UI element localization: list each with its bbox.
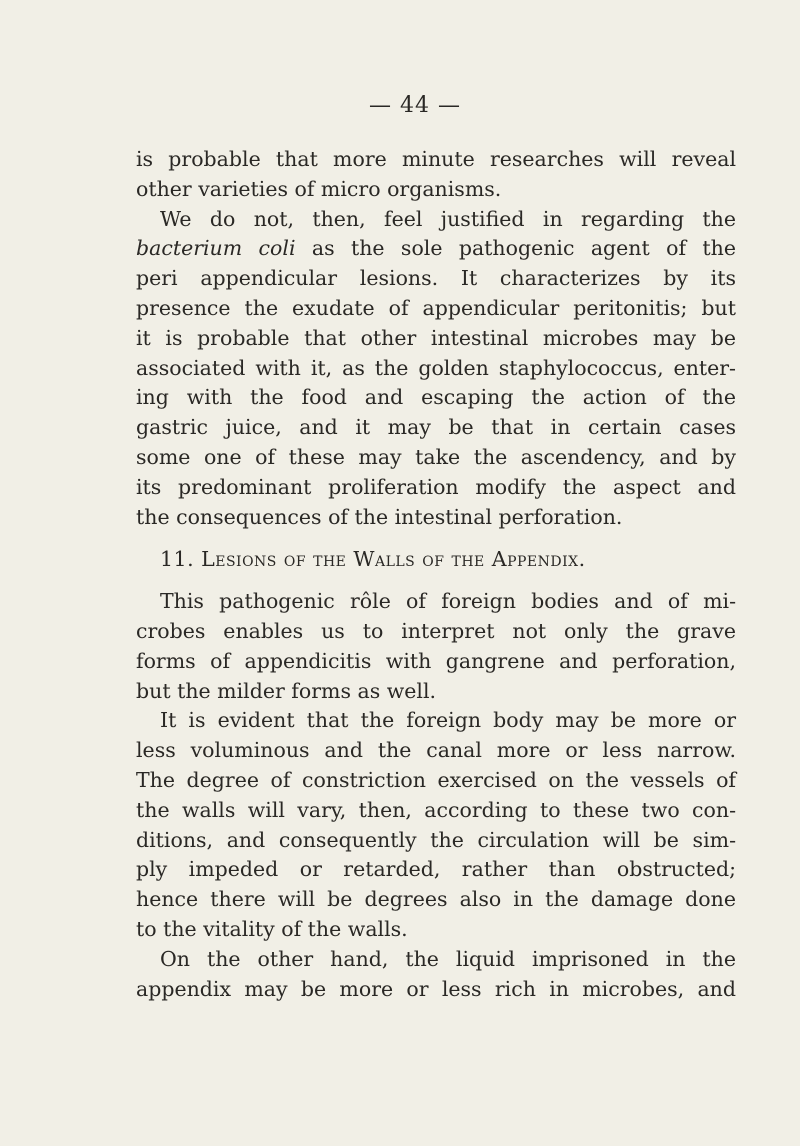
paragraph-4 bbox=[136, 706, 736, 944]
text-line: appendix may be more or less rich in microbes, and bbox=[136, 976, 736, 1001]
text-line: it is probable that other intestinal microbes may be bbox=[136, 325, 736, 350]
text-line: ing with the food and escaping the action of the bbox=[136, 385, 736, 410]
text-line: It is evident that the foreign body may be more or bbox=[160, 708, 736, 733]
section-heading: 11. Lesions of the Walls of the Appendix. bbox=[160, 547, 586, 572]
text-line: presence the exudate of appendicular peritonitis; but bbox=[136, 295, 736, 320]
text-line: crobes enables us to interpret not only the grave bbox=[136, 618, 736, 643]
paragraph-2 bbox=[136, 205, 736, 533]
body-text bbox=[136, 145, 736, 1004]
text-line: hence there will be degrees also in the damage done bbox=[136, 887, 736, 912]
text-line: its predominant proliferation modify the aspect and bbox=[136, 474, 736, 499]
text-line: ditions, and consequently the circulation will be sim- bbox=[136, 827, 736, 852]
text-line: the consequences of the intestinal perforation. bbox=[136, 504, 623, 529]
text-line: less voluminous and the canal more or less narrow. bbox=[136, 738, 736, 763]
text-line: associated with it, as the golden staphylococcus, enter- bbox=[136, 355, 736, 380]
text-line: We do not, then, feel justified in regarding the bbox=[160, 206, 736, 231]
text-line-rest: as the sole pathogenic agent of the bbox=[311, 236, 736, 261]
text-line: other varieties of micro organisms. bbox=[136, 176, 502, 201]
text-line: peri appendicular lesions. It characterizes by its bbox=[136, 266, 736, 291]
paragraph-3 bbox=[136, 587, 736, 706]
text-line: the walls will vary, then, according to these two con- bbox=[136, 797, 736, 822]
text-line: some one of these may take the ascendency, and by bbox=[136, 444, 736, 469]
text-line: This pathogenic rôle of foreign bodies and of mi- bbox=[160, 589, 736, 614]
text-line-with-term bbox=[136, 234, 736, 264]
text-line: forms of appendicitis with gangrene and perforation, bbox=[136, 648, 736, 673]
paragraph-1 bbox=[136, 145, 736, 205]
text-line: On the other hand, the liquid imprisoned in the bbox=[160, 946, 736, 971]
paragraph-5 bbox=[136, 945, 736, 1005]
page-number: — 44 — bbox=[369, 93, 461, 118]
text-line: ply impeded or retarded, rather than obstructed; bbox=[136, 857, 736, 882]
text-line: gastric juice, and it may be that in certain cases bbox=[136, 415, 736, 440]
italic-term: bacterium coli bbox=[136, 236, 296, 261]
text-line: to the vitality of the walls. bbox=[136, 916, 408, 941]
text-line: The degree of constriction exercised on the vessels of bbox=[136, 767, 736, 792]
text-line: is probable that more minute researches will reveal bbox=[136, 147, 736, 171]
text-line: but the milder forms as well. bbox=[136, 678, 437, 703]
